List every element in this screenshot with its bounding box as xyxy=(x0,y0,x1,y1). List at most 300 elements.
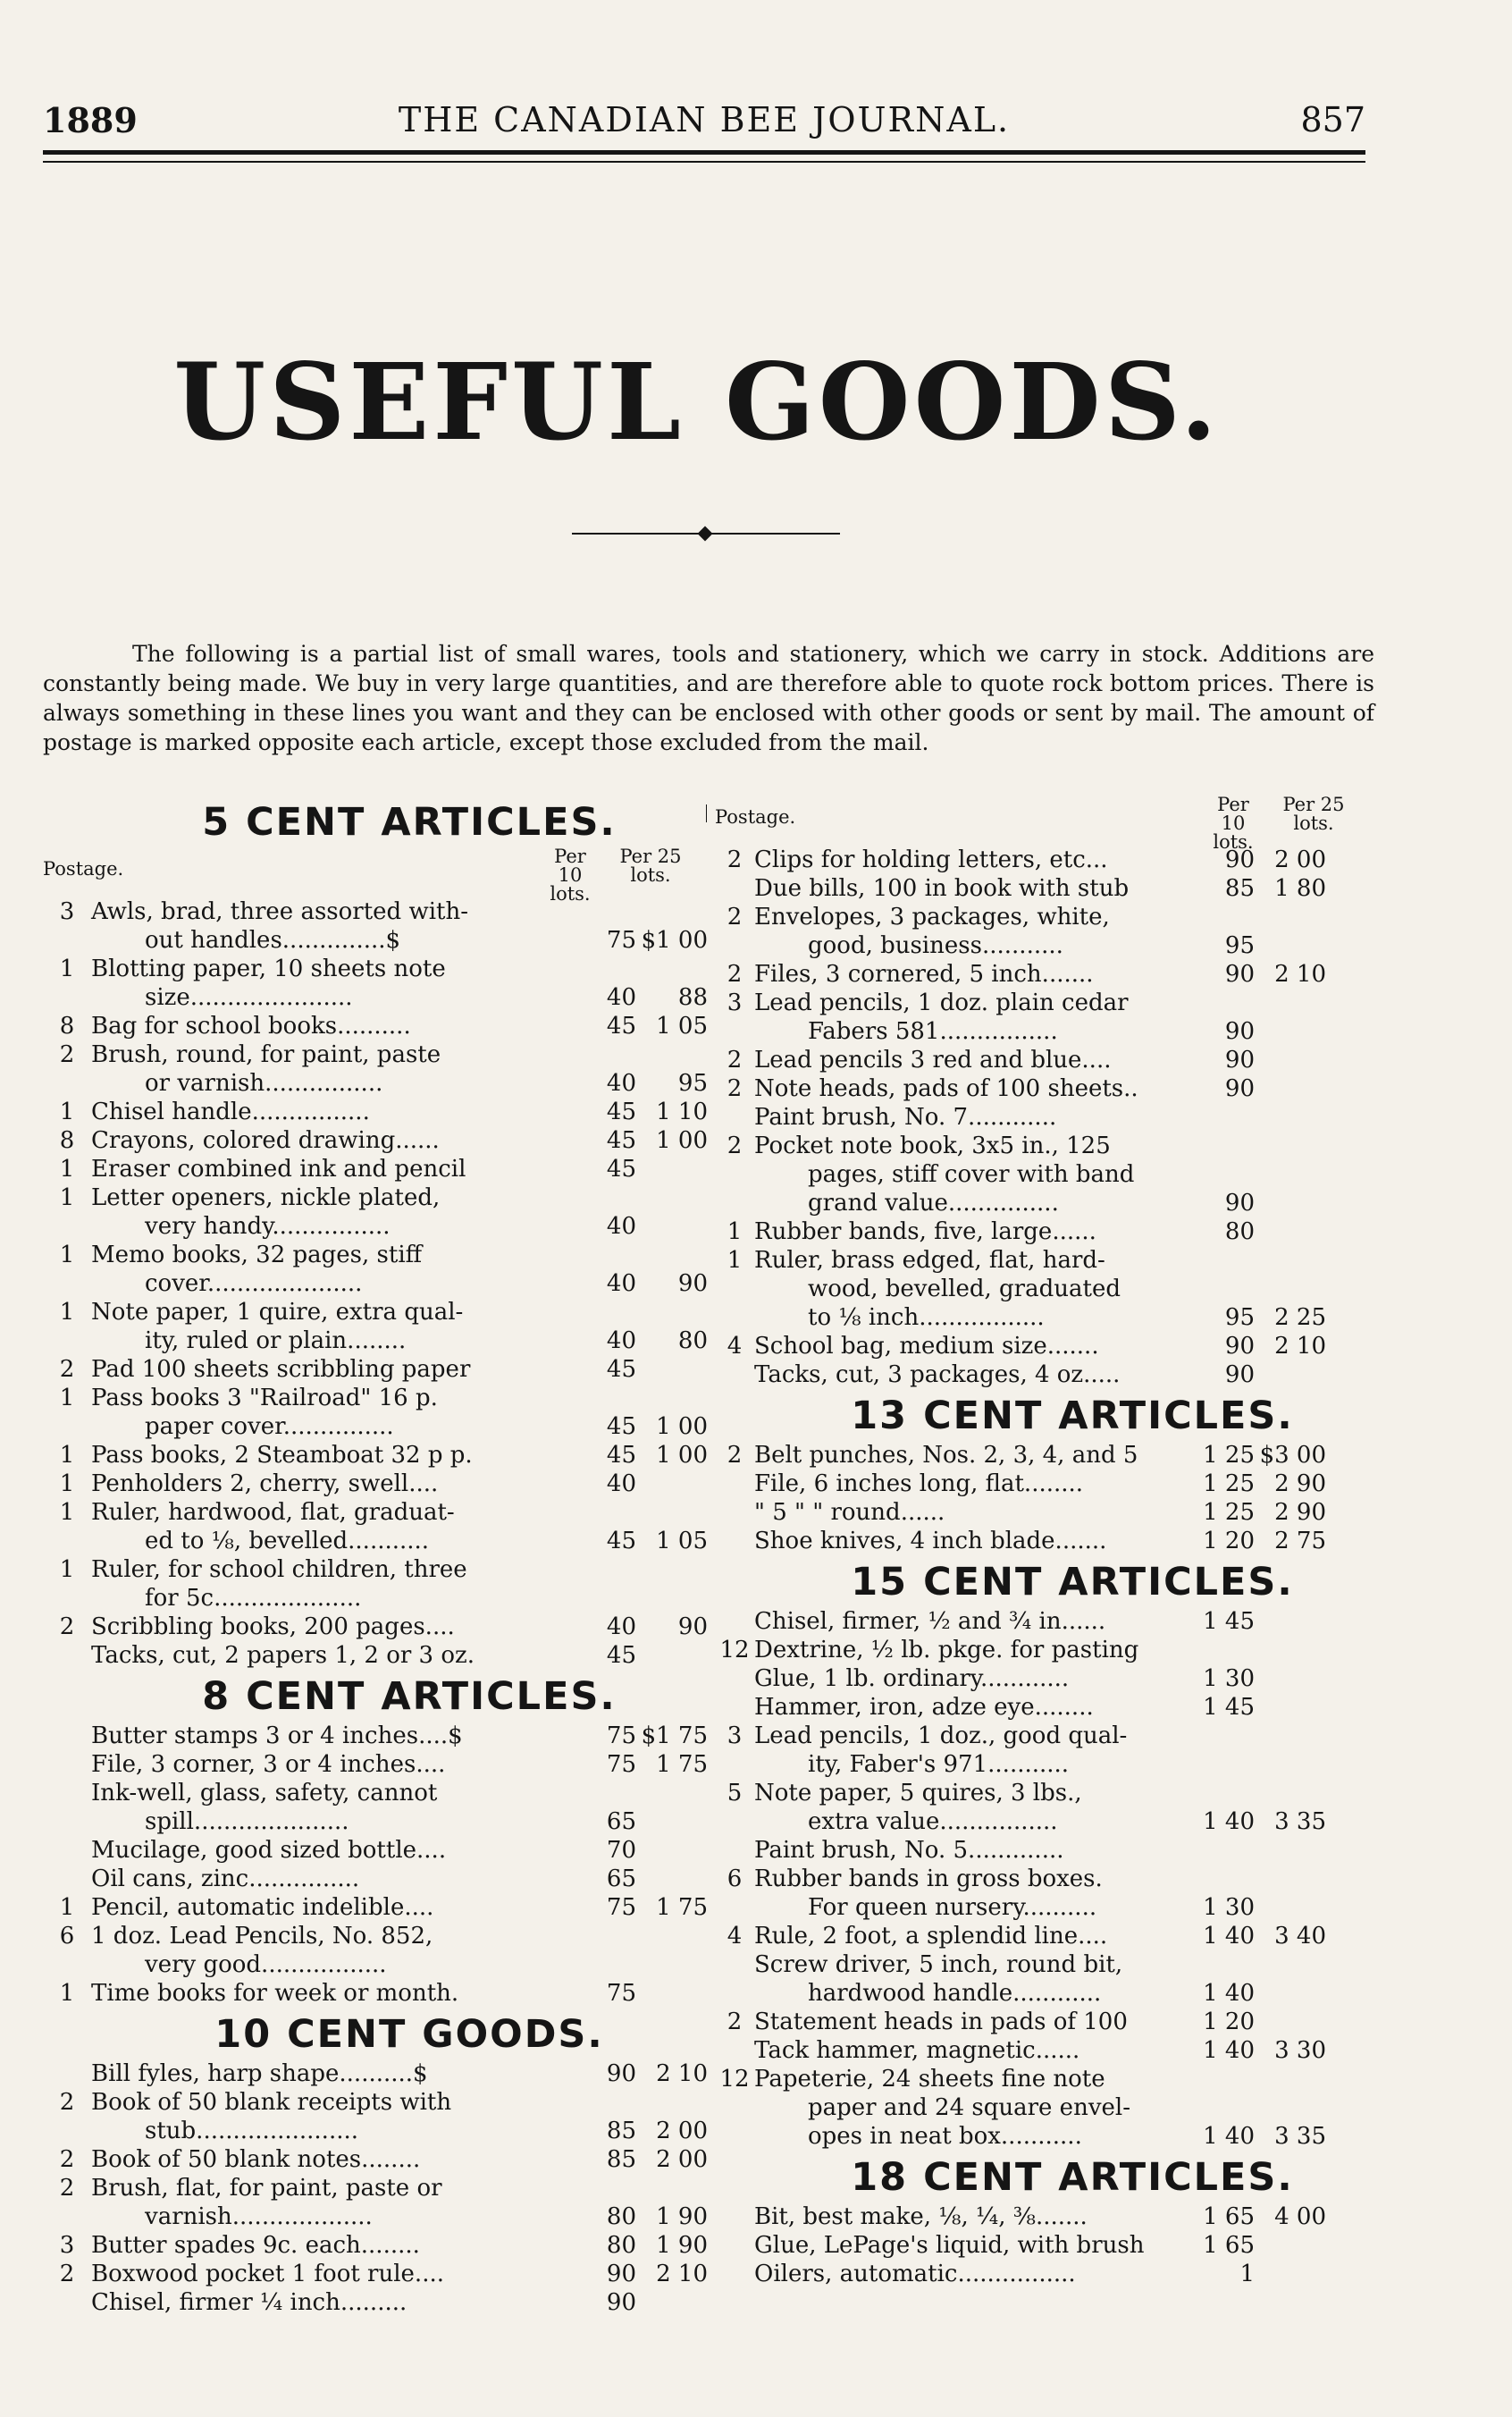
item-description xyxy=(91,1922,574,1979)
item-price-per25: 1 05 xyxy=(656,1013,708,1040)
list-item xyxy=(715,2260,1376,2288)
item-price-per25: 2 90 xyxy=(1274,1499,1326,1526)
per10-header: Per 10 lots. xyxy=(1213,794,1254,853)
item-price-per10: 40 xyxy=(606,1327,636,1354)
item-description xyxy=(754,1865,1183,1922)
item-description-line: Tacks, cut, 2 papers 1, 2 or 3 oz. xyxy=(91,1642,475,1669)
list-item xyxy=(43,1040,708,1098)
intro-paragraph: The following is a partial list of small wares, tools and stationery, which we carry in stock. Additions are constantly being made. We buy in very large quantities, and are therefore able to quote rock bottom prices. There is always something in these lines you want and they can be enclosed with other goods or sent by mail. The amount of postage is marked opposite each article, except those excluded from the mail. xyxy=(43,641,1374,755)
list-item xyxy=(715,1074,1376,1103)
item-price-per25: 2 10 xyxy=(656,2261,708,2287)
item-price-per25: 1 75 xyxy=(656,1751,708,1778)
section-heading: 8 CENT ARTICLES. xyxy=(202,1674,617,1719)
item-price-per25: 2 10 xyxy=(1274,1333,1326,1360)
item-price-per10: 90 xyxy=(1224,846,1255,873)
item-description xyxy=(754,903,1183,960)
item-description-line: Ruler, brass edged, flat, hard- xyxy=(754,1247,1105,1274)
list-item xyxy=(43,1836,704,1865)
item-postage xyxy=(715,1470,754,1498)
item-description-line: Tacks, cut, 3 packages, 4 oz..... xyxy=(754,1361,1121,1388)
item-description xyxy=(91,1750,574,1779)
item-description-line: Note paper, 1 quire, extra qual- xyxy=(91,1299,464,1326)
item-description xyxy=(754,874,1183,903)
item-description-line: cover..................... xyxy=(145,1270,363,1297)
item-description-line: Chisel, firmer ¼ inch......... xyxy=(91,2289,407,2316)
item-price-per25: 80 xyxy=(677,1327,708,1354)
item-price-per25: $3 00 xyxy=(1259,1442,1326,1469)
item-price-per10: 45 xyxy=(606,1099,636,1125)
item-postage: 2 xyxy=(727,2009,743,2035)
item-description-line: Butter stamps 3 or 4 inches....$ xyxy=(91,1722,463,1749)
item-description xyxy=(754,1722,1183,1779)
item-postage: 1 xyxy=(59,956,75,982)
item-price-per25: $1 00 xyxy=(641,927,708,954)
item-description-line: Shoe knives, 4 inch blade....... xyxy=(754,1528,1107,1554)
item-price-per10: 75 xyxy=(606,1980,636,2007)
header-rule-thick xyxy=(43,150,1365,155)
item-postage: 3 xyxy=(727,1722,743,1749)
item-price-per25: 2 00 xyxy=(656,2118,708,2144)
item-description-line: Rule, 2 foot, a splendid line.... xyxy=(754,1923,1108,1950)
item-postage: 2 xyxy=(727,846,743,873)
item-postage: 1 xyxy=(59,1470,75,1497)
item-price-per10: 75 xyxy=(606,1722,636,1749)
item-postage: 1 xyxy=(59,1156,75,1183)
item-price-per25: 2 00 xyxy=(656,2146,708,2173)
per10-header: Per 10 lots. xyxy=(550,846,591,905)
item-description-line: Letter openers, nickle plated, xyxy=(91,1184,441,1211)
list-item xyxy=(715,1498,1376,1527)
list-item xyxy=(715,1470,1376,1498)
list-item xyxy=(715,1950,1376,2008)
running-head xyxy=(43,100,1365,154)
item-postage: 1 xyxy=(727,1218,743,1245)
list-item xyxy=(43,1865,704,1893)
item-postage: 1 xyxy=(59,1556,75,1583)
item-price-per10: 1 40 xyxy=(1203,1808,1255,1835)
item-description-line: varnish................... xyxy=(145,2203,373,2230)
item-description xyxy=(754,1441,1183,1470)
item-description-line: Lead pencils 3 red and blue.... xyxy=(754,1047,1112,1074)
item-price-per10: 85 xyxy=(1224,875,1255,902)
item-postage xyxy=(43,2288,91,2317)
postage-header: Postage. xyxy=(715,806,796,828)
item-postage xyxy=(715,2036,754,2065)
item-price-per10: 65 xyxy=(606,1808,636,1835)
item-description-line: Ruler, hardwood, flat, graduat- xyxy=(91,1499,455,1526)
item-price-per10: 45 xyxy=(606,1013,636,1040)
item-postage xyxy=(715,1527,754,1555)
item-description-line: Glue, 1 lb. ordinary............ xyxy=(754,1665,1070,1692)
item-price-per25: 3 40 xyxy=(1274,1923,1326,1950)
list-item xyxy=(43,2231,708,2260)
item-description xyxy=(91,1613,574,1641)
item-price-per25: 1 90 xyxy=(656,2232,708,2259)
item-postage: 2 xyxy=(727,961,743,988)
item-postage xyxy=(43,1750,91,1779)
list-item xyxy=(715,1836,1376,1865)
item-description xyxy=(91,897,574,955)
item-price-per10: 1 40 xyxy=(1203,2037,1255,2064)
item-postage: 2 xyxy=(59,1613,75,1640)
per25-header: Per 25 lots. xyxy=(1282,794,1345,834)
list-item xyxy=(715,1103,1376,1132)
item-description-line: Oil cans, zinc............... xyxy=(91,1865,360,1892)
item-postage: 3 xyxy=(59,898,75,925)
item-postage: 12 xyxy=(719,2066,750,2093)
item-price-per10: 75 xyxy=(606,1751,636,1778)
item-price-per10: 1 45 xyxy=(1203,1694,1255,1721)
item-description-line: Mucilage, good sized bottle.... xyxy=(91,1837,447,1864)
item-price-per10: 90 xyxy=(606,2261,636,2287)
item-postage: 2 xyxy=(727,1075,743,1102)
item-description-line: Brush, flat, for paint, paste or xyxy=(91,2175,442,2202)
per25-header: Per 25 lots. xyxy=(619,846,682,886)
list-item xyxy=(715,1636,1376,1664)
item-description-line: Fabers 581................ xyxy=(808,1018,1058,1045)
header-rule-thin xyxy=(43,161,1365,163)
item-description xyxy=(754,1607,1183,1636)
item-postage: 1 xyxy=(59,1099,75,1125)
item-description-line: Dextrine, ½ lb. pkge. for pasting xyxy=(754,1637,1139,1663)
item-postage: 1 xyxy=(59,1184,75,1211)
item-price-per10: 80 xyxy=(1224,1218,1255,1245)
item-description-line: Memo books, 32 pages, stiff xyxy=(91,1242,423,1268)
item-postage: 1 xyxy=(59,1980,75,2007)
item-price-per25: 88 xyxy=(677,984,708,1011)
item-postage xyxy=(715,1950,754,2008)
item-description-line: Lead pencils, 1 doz. plain cedar xyxy=(754,990,1129,1016)
list-item xyxy=(715,2202,1376,2231)
list-item xyxy=(715,903,1376,960)
list-item xyxy=(43,1750,708,1779)
item-postage: 2 xyxy=(59,2146,75,2173)
item-description-line: Note heads, pads of 100 sheets.. xyxy=(754,1075,1138,1102)
item-description xyxy=(754,2036,1183,2065)
list-item xyxy=(715,1332,1376,1360)
item-description-line: Book of 50 blank receipts with xyxy=(91,2089,452,2116)
item-postage: 2 xyxy=(727,904,743,931)
item-description-line: Pocket note book, 3x5 in., 125 xyxy=(754,1133,1111,1159)
item-description-line: or varnish................ xyxy=(145,1070,383,1097)
list-item xyxy=(43,1155,704,1183)
item-description xyxy=(754,1836,1183,1865)
item-description xyxy=(754,1103,1183,1132)
list-item xyxy=(43,2145,708,2174)
list-item xyxy=(43,1098,708,1126)
item-price-per10: 1 40 xyxy=(1203,2123,1255,2150)
item-price-per25: 90 xyxy=(677,1613,708,1640)
item-description-line: Scribbling books, 200 pages.... xyxy=(91,1613,455,1640)
item-description-line: Penholders 2, cherry, swell.... xyxy=(91,1470,439,1497)
item-description xyxy=(91,2260,574,2288)
section-heading: 13 CENT ARTICLES. xyxy=(851,1394,1294,1438)
section-heading: 10 CENT GOODS. xyxy=(214,2012,604,2057)
list-item xyxy=(43,2260,708,2288)
item-description-line: hardwood handle............ xyxy=(808,1980,1102,2007)
item-price-per10: 45 xyxy=(606,1156,636,1183)
item-description-line: size...................... xyxy=(145,984,353,1011)
item-price-per25: 1 05 xyxy=(656,1528,708,1554)
item-postage xyxy=(43,1836,91,1865)
left-column xyxy=(43,796,708,2317)
list-item xyxy=(715,1217,1376,1246)
list-item xyxy=(43,2059,708,2088)
item-price-per10: 65 xyxy=(606,1865,636,1892)
item-description-line: Book of 50 blank notes........ xyxy=(91,2146,421,2173)
item-price-per10: 90 xyxy=(1224,1190,1255,1217)
item-description-line: good, business........... xyxy=(808,932,1063,959)
item-price-per10: 40 xyxy=(606,984,636,1011)
item-postage xyxy=(715,1360,754,1389)
item-postage xyxy=(715,1836,754,1865)
item-price-per25: 2 90 xyxy=(1274,1470,1326,1497)
item-description-line: Awls, brad, three assorted with- xyxy=(91,898,469,925)
item-description-line: Tack hammer, magnetic...... xyxy=(754,2037,1080,2064)
item-price-per10: 75 xyxy=(606,1894,636,1921)
list-item xyxy=(715,1441,1376,1470)
item-price-per10: 80 xyxy=(606,2203,636,2230)
item-price-per10: 45 xyxy=(606,1356,636,1383)
item-price-per10: 45 xyxy=(606,1642,636,1669)
list-item xyxy=(715,1664,1376,1693)
item-price-per10: 40 xyxy=(606,1270,636,1297)
list-item xyxy=(715,960,1376,989)
item-price-per10: 90 xyxy=(1224,1018,1255,1045)
item-postage: 2 xyxy=(727,1133,743,1159)
item-price-per10: 1 40 xyxy=(1203,1980,1255,2007)
item-description xyxy=(91,1498,574,1555)
item-description-line: Pencil, automatic indelible.... xyxy=(91,1894,434,1921)
item-description-line: Brush, round, for paint, paste xyxy=(91,1041,441,1068)
item-description xyxy=(754,846,1183,874)
item-description xyxy=(91,1241,574,1298)
section-heading: 15 CENT ARTICLES. xyxy=(851,1560,1294,1604)
list-item xyxy=(43,1779,704,1836)
item-description xyxy=(91,1441,574,1470)
item-description-line: Time books for week or month. xyxy=(91,1980,459,2007)
item-description xyxy=(91,1384,574,1441)
item-description-line: Blotting paper, 10 sheets note xyxy=(91,956,446,982)
list-item xyxy=(715,1922,1376,1950)
item-description-line: extra value................ xyxy=(808,1808,1058,1835)
item-description xyxy=(91,1779,574,1836)
item-description xyxy=(91,1470,574,1498)
list-item xyxy=(43,1893,708,1922)
list-item xyxy=(43,1613,708,1641)
list-item xyxy=(715,1246,1376,1332)
item-postage xyxy=(715,1607,754,1636)
item-description-line: Oilers, automatic................ xyxy=(754,2261,1076,2287)
item-description-line: Pass books 3 "Railroad" 16 p. xyxy=(91,1385,438,1411)
item-price-per10: 40 xyxy=(606,1470,636,1497)
item-description-line: Bill fyles, harp shape..........$ xyxy=(91,2060,428,2087)
item-description-line: grand value............... xyxy=(808,1190,1059,1217)
item-price-per25: $1 75 xyxy=(641,1722,708,1749)
list-item xyxy=(43,2088,708,2145)
item-description-line: Rubber bands, five, large...... xyxy=(754,1218,1096,1245)
item-description xyxy=(91,1641,574,1670)
item-price-per10: 90 xyxy=(1224,961,1255,988)
item-price-per10: 90 xyxy=(606,2060,636,2087)
item-description xyxy=(91,2288,574,2317)
item-description xyxy=(91,1555,574,1613)
item-description-line: Rubber bands in gross boxes. xyxy=(754,1865,1103,1892)
item-description-line: Screw driver, 5 inch, round bit, xyxy=(754,1951,1123,1978)
item-description xyxy=(91,1979,574,2008)
item-description xyxy=(91,1012,574,1040)
item-description xyxy=(91,1098,574,1126)
list-item xyxy=(43,1355,704,1384)
item-description-line: opes in neat box........... xyxy=(808,2123,1082,2150)
item-description-line: Bit, best make, ⅛, ¼, ⅜....... xyxy=(754,2203,1088,2230)
item-description-line: Ruler, for school children, three xyxy=(91,1556,467,1583)
item-description xyxy=(91,1155,574,1183)
item-postage xyxy=(43,1641,91,1670)
item-price-per25: 1 80 xyxy=(1274,875,1326,902)
item-price-per10: 45 xyxy=(606,1413,636,1440)
item-postage: 3 xyxy=(59,2232,75,2259)
item-description-line: very good................. xyxy=(145,1951,387,1978)
item-price-per10: 1 25 xyxy=(1203,1470,1255,1497)
list-item xyxy=(715,1722,1376,1779)
item-description xyxy=(754,1950,1183,2008)
item-price-per25: 4 00 xyxy=(1274,2203,1326,2230)
item-description-line: Bag for school books.......... xyxy=(91,1013,411,1040)
item-postage: 1 xyxy=(59,1442,75,1469)
item-description xyxy=(754,1664,1183,1693)
item-price-per10: 45 xyxy=(606,1127,636,1154)
item-postage xyxy=(715,1664,754,1693)
item-postage: 2 xyxy=(727,1442,743,1469)
item-description xyxy=(91,1183,574,1241)
item-postage: 1 xyxy=(59,1299,75,1326)
item-description-line: Chisel, firmer, ½ and ¾ in...... xyxy=(754,1608,1106,1635)
item-postage: 1 xyxy=(59,1385,75,1411)
item-description xyxy=(754,960,1183,989)
item-price-per10: 95 xyxy=(1224,932,1255,959)
item-postage: 6 xyxy=(727,1865,743,1892)
list-item xyxy=(43,1641,704,1670)
item-postage xyxy=(715,1498,754,1527)
item-description-line: very handy................ xyxy=(145,1213,391,1240)
item-price-per10: 70 xyxy=(606,1837,636,1864)
item-description-line: Ink-well, glass, safety, cannot xyxy=(91,1780,438,1806)
journal-title: THE CANADIAN BEE JOURNAL. xyxy=(398,100,1011,139)
item-postage: 2 xyxy=(59,1356,75,1383)
item-price-per10: 1 40 xyxy=(1203,1923,1255,1950)
list-item xyxy=(715,2231,1376,2260)
item-price-per10: 95 xyxy=(1224,1304,1255,1331)
column-header xyxy=(715,794,1376,853)
item-price-per10: 85 xyxy=(606,2146,636,2173)
item-postage: 3 xyxy=(727,990,743,1016)
item-price-per10: 40 xyxy=(606,1213,636,1240)
item-postage: 1 xyxy=(59,1894,75,1921)
page-title: USEFUL GOODS. xyxy=(173,340,1221,464)
item-description xyxy=(91,1126,574,1155)
item-postage: 1 xyxy=(59,1499,75,1526)
item-price-per10: 1 25 xyxy=(1203,1499,1255,1526)
item-description xyxy=(91,1865,574,1893)
list-item xyxy=(715,1527,1376,1555)
item-price-per10: 1 xyxy=(1239,2261,1255,2287)
item-description-line: Hammer, iron, adze eye........ xyxy=(754,1694,1094,1721)
section-heading: 18 CENT ARTICLES. xyxy=(851,2155,1294,2200)
item-description-line: to ⅛ inch................. xyxy=(808,1304,1045,1331)
list-item xyxy=(43,1441,708,1470)
item-description xyxy=(754,1132,1183,1217)
column-separator xyxy=(706,804,707,822)
item-postage xyxy=(715,2260,754,2288)
item-price-per10: 90 xyxy=(1224,1047,1255,1074)
list-item xyxy=(715,1693,1376,1722)
item-description xyxy=(754,1922,1183,1950)
item-description-line: pages, stiff cover with band xyxy=(808,1161,1135,1188)
section-heading: 5 CENT ARTICLES. xyxy=(202,800,617,845)
item-postage: 12 xyxy=(719,1637,750,1663)
item-description-line: School bag, medium size....... xyxy=(754,1333,1099,1360)
item-description xyxy=(754,1527,1183,1555)
item-price-per25: 3 30 xyxy=(1274,2037,1326,2064)
list-item xyxy=(715,2008,1376,2036)
item-description xyxy=(754,1470,1183,1498)
item-price-per10: 1 45 xyxy=(1203,1608,1255,1635)
item-price-per10: 1 30 xyxy=(1203,1665,1255,1692)
right-column xyxy=(715,796,1376,2288)
item-postage xyxy=(715,2231,754,2260)
item-postage xyxy=(715,2202,754,2231)
item-price-per10: 90 xyxy=(606,2289,636,2316)
list-item xyxy=(715,1865,1376,1922)
list-item xyxy=(43,1722,708,1750)
item-price-per25: 95 xyxy=(677,1070,708,1097)
item-description-line: Paint brush, No. 7............ xyxy=(754,1104,1057,1131)
item-postage: 2 xyxy=(59,2261,75,2287)
item-description-line: Butter spades 9c. each........ xyxy=(91,2232,420,2259)
item-postage: 2 xyxy=(59,2089,75,2116)
item-postage xyxy=(43,1722,91,1750)
item-description-line: Eraser combined ink and pencil xyxy=(91,1156,466,1183)
item-description-line: paper and 24 square envel- xyxy=(808,2094,1130,2121)
item-postage xyxy=(715,1693,754,1722)
item-postage xyxy=(43,2059,91,2088)
item-description xyxy=(91,2174,574,2231)
item-description-line: for 5c.................... xyxy=(145,1585,362,1612)
item-description-line: For queen nursery.......... xyxy=(808,1894,1097,1921)
item-description xyxy=(754,2231,1183,2260)
item-description xyxy=(754,1046,1183,1074)
item-description xyxy=(91,1298,574,1355)
item-description-line: ity, ruled or plain........ xyxy=(145,1327,407,1354)
item-description xyxy=(754,1217,1183,1246)
item-description xyxy=(754,2202,1183,2231)
item-description xyxy=(754,989,1183,1046)
item-description-line: Belt punches, Nos. 2, 3, 4, and 5 xyxy=(754,1442,1138,1469)
item-price-per25: 2 25 xyxy=(1274,1304,1326,1331)
item-postage: 6 xyxy=(59,1923,75,1950)
list-item xyxy=(43,1470,704,1498)
item-description xyxy=(91,2145,574,2174)
item-price-per25: 3 35 xyxy=(1274,1808,1326,1835)
item-description-line: Due bills, 100 in book with stub xyxy=(754,875,1130,902)
item-description xyxy=(754,2065,1183,2151)
item-description-line: 1 doz. Lead Pencils, No. 852, xyxy=(91,1923,433,1950)
item-description-line: stub...................... xyxy=(145,2118,359,2144)
item-description-line: Note paper, 5 quires, 3 lbs., xyxy=(754,1780,1082,1806)
item-description xyxy=(91,2088,574,2145)
list-item xyxy=(43,1384,708,1441)
